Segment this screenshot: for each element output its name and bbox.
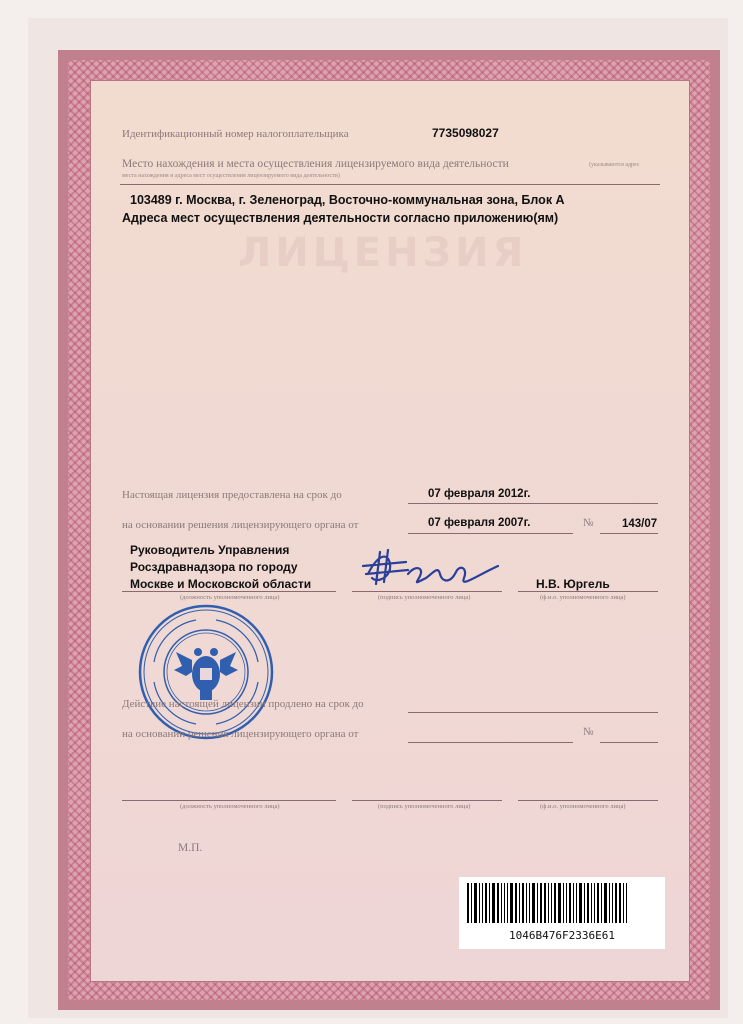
- extension-signature-underline: [352, 800, 502, 801]
- barcode-sticker: [459, 877, 665, 949]
- caption-name: (ф.и.о. уполномоченного лица): [540, 594, 626, 601]
- caption-position: (должность уполномоченного лица): [180, 594, 280, 601]
- signatory-position-underline: [122, 591, 336, 592]
- extension-decision-label: на основании решения лицензирующего органа от: [122, 728, 359, 740]
- decision-label: на основании решения лицензирующего органа от: [122, 519, 359, 531]
- extension-name-underline: [518, 800, 658, 801]
- signatory-position-line-2: Росздравнадзора по городу: [130, 560, 298, 574]
- decision-date: 07 февраля 2007г.: [428, 517, 531, 529]
- decision-no-underline: [600, 533, 658, 534]
- term-value: 07 февраля 2012г.: [428, 488, 531, 500]
- decision-no-label: №: [583, 517, 594, 529]
- term-underline: [408, 503, 658, 504]
- caption-signature: (подпись уполномоченного лица): [378, 594, 471, 601]
- address-line-1: 103489 г. Москва, г. Зеленоград, Восточно-коммунальная зона, Блок А: [130, 193, 565, 207]
- signatory-position-line-3: Москве и Московской области: [130, 577, 312, 591]
- term-label: Настоящая лицензия предоставлена на срок до: [122, 489, 342, 501]
- location-hint-2: места нахождения и адреса мест осуществления лицензируемого вида деятельности): [122, 173, 340, 179]
- extension-caption-name: (ф.и.о. уполномоченного лица): [540, 803, 626, 810]
- location-label: Место нахождения и места осуществления лицензируемого вида деятельности: [122, 158, 509, 170]
- inn-value: 7735098027: [432, 126, 499, 140]
- signatory-signature-underline: [352, 591, 502, 592]
- address-line-2: Адреса мест осуществления деятельности согласно приложению(ям): [122, 211, 559, 225]
- barcode-icon: [467, 883, 657, 923]
- extension-decision-underline: [408, 742, 573, 743]
- extension-caption-position: (должность уполномоченного лица): [180, 803, 280, 810]
- signatory-name-underline: [518, 591, 658, 592]
- extension-no-underline: [600, 742, 658, 743]
- extension-label: Действие настоящей лицензии продлено на срок до: [122, 698, 364, 710]
- ghost-watermark: ЛИЦЕНЗИЯ: [238, 230, 528, 276]
- signatory-position-line-1: Руководитель Управления: [130, 543, 290, 557]
- signatory-name: Н.В. Юргель: [536, 577, 610, 591]
- extension-caption-signature: (подпись уполномоченного лица): [378, 803, 471, 810]
- seal-place-label: М.П.: [178, 842, 203, 854]
- inn-label: Идентификационный номер налогоплательщика: [122, 128, 349, 140]
- extension-position-underline: [122, 800, 336, 801]
- extension-underline: [408, 712, 658, 713]
- location-underline: [120, 184, 660, 185]
- decision-no-value: 143/07: [622, 518, 658, 530]
- signature-image: [358, 544, 508, 590]
- barcode-code: 1046B476F2336E61: [509, 929, 615, 942]
- location-hint-1: (указываются адрес: [589, 162, 640, 168]
- official-seal-stamp: [136, 602, 276, 742]
- extension-no-label: №: [583, 726, 594, 738]
- decision-date-underline: [408, 533, 573, 534]
